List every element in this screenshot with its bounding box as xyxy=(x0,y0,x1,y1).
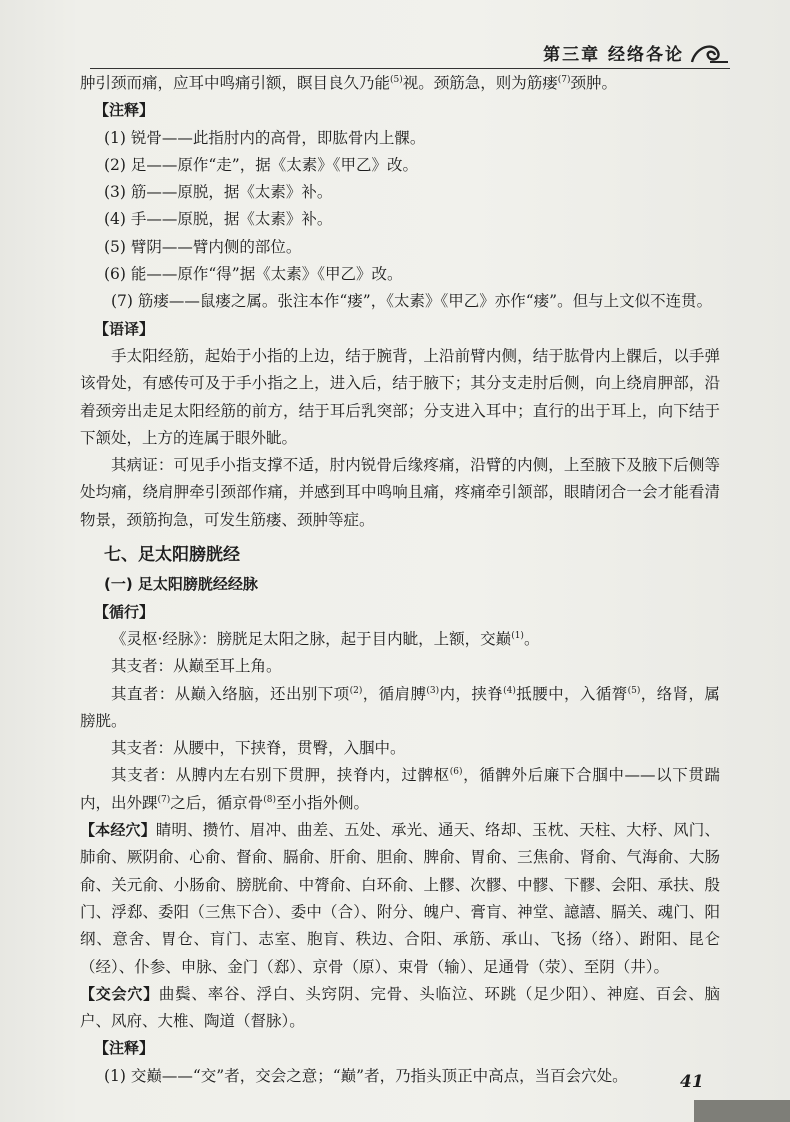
text-run: 其支者：从巅至耳上角。 xyxy=(111,657,282,676)
text-run: (3) 筋——原脱，据《太素》补。 xyxy=(104,183,333,202)
text-run: 其直者：从巅入络脑，还出别下项 xyxy=(111,684,350,703)
text-run: 。 xyxy=(523,629,540,648)
text-run: 其病证：可见手小指支撑不适，肘内锐骨后缘疼痛，沿臂的内侧，上至腋下及腋下后侧等处均痛，绕肩胛牵引颈部作痛，并感到耳中鸣响且痛，疼痛牵引颔部，眼睛闭合一会才能看清物景，颈筋拘急，可发生筋瘘、颈肿等症。 xyxy=(80,456,720,529)
text-run: (5) 臂阴——臂内侧的部位。 xyxy=(104,237,302,256)
paragraph-19 xyxy=(80,762,720,817)
footnote-marker: (3) xyxy=(426,685,440,696)
footnote-marker: (5) xyxy=(627,685,641,696)
paragraph-1 xyxy=(80,97,720,124)
paragraph-15 xyxy=(80,626,720,653)
text-run: 其支者：从腰中，下挟脊，贯臀，入腘中。 xyxy=(111,739,406,758)
text-run: (4) 手——原脱，据《太素》补。 xyxy=(104,210,333,229)
paragraph-21 xyxy=(80,981,720,1036)
paragraph-7 xyxy=(80,261,720,288)
paragraph-8 xyxy=(80,288,720,315)
text-run: ，络肾，属膀胱。 xyxy=(80,684,720,730)
text-run: 睛明、攒竹、眉冲、曲差、五处、承光、通天、络却、玉枕、天柱、大杼、风门、肺俞、厥阴俞、心俞、督俞、膈俞、肝俞、胆俞、脾俞、胃俞、三焦俞、肾俞、气海俞、大肠俞、关元俞、小肠俞、膀胱俞、中膂俞、白环俞、上髎、次髎、中髎、下髎、会阳、承扶、殷门、浮郄、委阳（三焦下合）、委中（合）、附分、魄户、膏肓、神堂、譩譆、膈关、魂门、阳纲、意舍、胃仓、肓门、志室、胞肓、秩边、合阳、承筋、承山、飞扬（络）、跗阳、昆仑（经）、仆参、申脉、金门（郄）、京骨（原）、束骨（输）、足通骨（荥）、至阴（井）。 xyxy=(80,821,720,976)
text-run: 【注释】 xyxy=(94,101,155,120)
footnote-marker: (1) xyxy=(511,630,524,641)
footnote-marker: (5) xyxy=(390,74,403,85)
text-run: 七、足太阳膀胱经 xyxy=(104,545,240,566)
paragraph-14 xyxy=(80,599,720,626)
text-run: 内，挟脊 xyxy=(439,684,504,703)
paragraph-12 xyxy=(104,542,720,569)
text-run: 抵腰中，入循膂 xyxy=(515,684,628,703)
section-label: 【交会穴】 xyxy=(80,984,159,1003)
footnote-marker: (2) xyxy=(349,685,363,696)
text-run: 之后，循京骨 xyxy=(170,793,264,812)
paragraph-16 xyxy=(80,653,720,680)
paragraph-2 xyxy=(80,125,720,152)
footnote-marker: (7) xyxy=(157,794,171,805)
text-run: (1) 交巅——“交”者，交会之意；“巅”者，乃指头顶正中高点，当百会穴处。 xyxy=(104,1066,628,1085)
text-run: 其支者：从膊内左右别下贯胛，挟脊内，过髀枢 xyxy=(111,766,450,785)
text-run: 【语译】 xyxy=(94,319,155,338)
paragraph-6 xyxy=(80,234,720,261)
text-run: 手太阳经筋，起始于小指的上边，结于腕背，上沿前臂内侧，结于肱骨内上髁后，以手弹该骨处，有感传可及于手小指之上，进入后，结于腋下；其分支走肘后侧，向上绕肩胛部，沿着颈旁出走足太阳经筋的前方，结于耳后乳突部；分支进入耳中；直行的出于耳上，向下结于下颔处，上方的连属于眼外眦。 xyxy=(80,346,720,447)
paragraph-10 xyxy=(80,343,720,452)
paragraph-20 xyxy=(80,817,720,981)
running-head-title xyxy=(543,40,684,65)
paragraph-23 xyxy=(80,1063,720,1090)
footnote-marker: (7) xyxy=(557,74,571,85)
paragraph-18 xyxy=(80,735,720,762)
paragraph-3 xyxy=(80,152,720,179)
text-run: (一) 足太阳膀胱经经脉 xyxy=(104,575,258,594)
running-head xyxy=(90,38,730,69)
chapter-title: 经络各论 xyxy=(608,45,684,65)
paragraph-5 xyxy=(80,206,720,233)
footnote-marker: (4) xyxy=(503,685,516,696)
text-run: (2) 足——原作“走”，据《太素》《甲乙》改。 xyxy=(104,155,418,174)
paragraph-17 xyxy=(80,681,720,736)
text-run: ，循髀外后廉下合腘中——以下贯踹内，出外踝 xyxy=(80,766,720,812)
text-run: (1) 锐骨——此指肘内的高骨，即肱骨内上髁。 xyxy=(104,128,426,147)
text-run: 《灵枢·经脉》：膀胱足太阳之脉，起于目内眦，上额，交巅 xyxy=(111,629,512,648)
thumb-tab xyxy=(694,1100,790,1122)
footnote-marker: (6) xyxy=(449,767,463,778)
text-run: 视。颈筋急，则为筋瘘 xyxy=(402,74,558,92)
paragraph-22 xyxy=(80,1035,720,1062)
swirl-ornament-icon xyxy=(688,38,730,66)
paragraph-13 xyxy=(80,571,720,598)
paragraph-4 xyxy=(80,179,720,206)
text-run: 曲鬓、率谷、浮白、头窍阴、完骨、头临泣、环跳（足少阳）、神庭、百会、脑户、风府、大椎、陶道（督脉）。 xyxy=(80,984,720,1031)
text-run: (6) 能——原作“得”据《太素》《甲乙》改。 xyxy=(104,265,403,284)
chapter-number: 第三章 xyxy=(543,45,601,65)
footnote-marker: (8) xyxy=(263,794,277,805)
text-run: ，循肩膊 xyxy=(362,684,427,703)
text-run: 颈肿。 xyxy=(570,74,618,92)
text-run: 【注释】 xyxy=(94,1039,155,1058)
paragraph-9 xyxy=(80,316,720,343)
page-number: 41 xyxy=(680,1072,704,1092)
paragraph-11 xyxy=(80,452,720,534)
text-run: 肿引颈而痛，应耳中鸣痛引额，瞑目良久乃能 xyxy=(80,74,391,92)
page-body xyxy=(80,70,720,1090)
paragraph-0 xyxy=(80,70,720,97)
text-run: 至小指外侧。 xyxy=(276,793,370,812)
text-run: 【循行】 xyxy=(94,602,155,621)
text-run: (7) 筋瘘——鼠瘘之属。张注本作“瘘”，《太素》《甲乙》亦作“瘘”。但与上文似不连贯。 xyxy=(111,292,713,311)
section-label: 【本经穴】 xyxy=(80,821,156,840)
